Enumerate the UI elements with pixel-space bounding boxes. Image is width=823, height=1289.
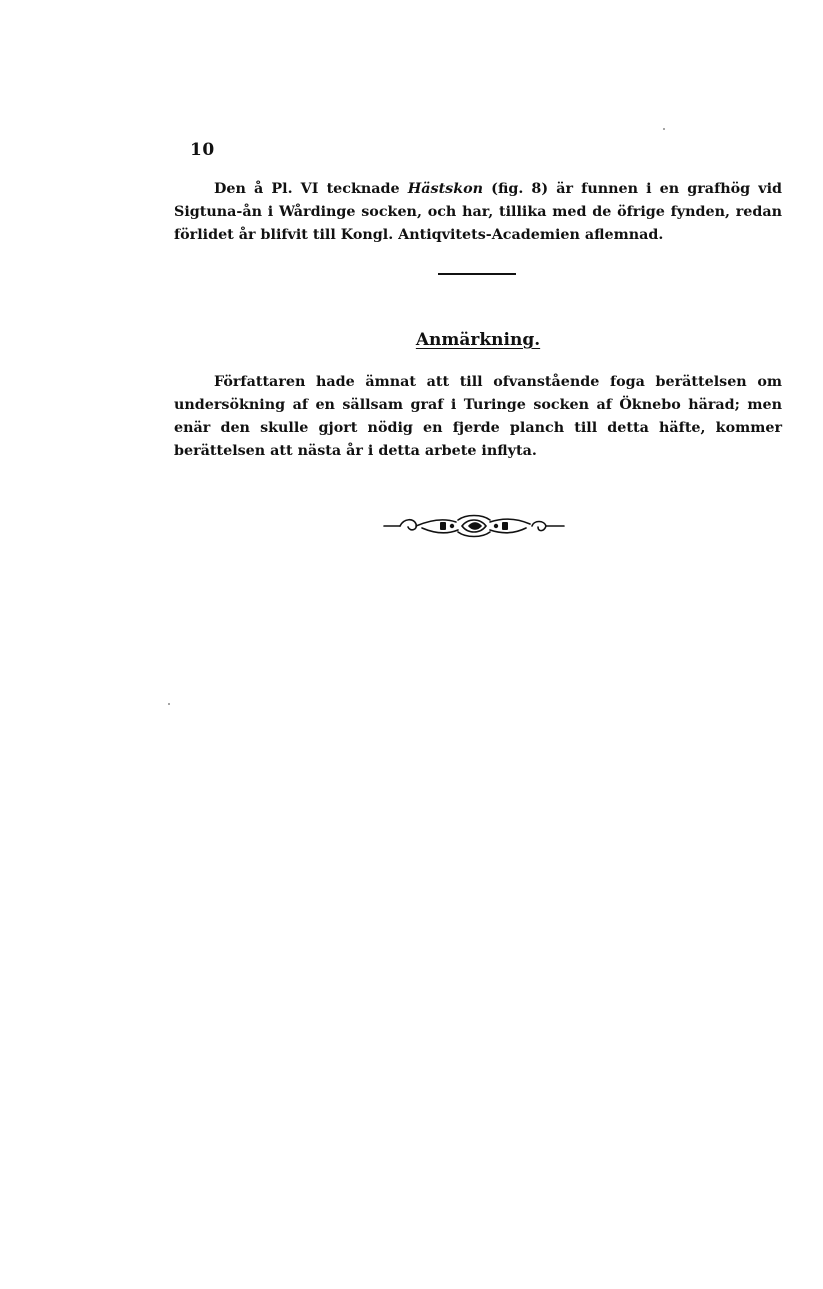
paragraph-horseshoe bbox=[174, 178, 782, 247]
paragraph-horseshoe-text-start: Den å Pl. VI tecknade bbox=[214, 181, 408, 197]
paragraph-note bbox=[174, 371, 782, 463]
page-number: 10 bbox=[190, 140, 215, 160]
horseshoe-term: Hästskon bbox=[407, 181, 484, 197]
section-divider-rule bbox=[438, 273, 516, 275]
paragraph-note-text: Författaren hade ämnat att till ofvanstående foga berättelsen om undersökning af en sällsam graf i Turinge socken af Öknebo härad; men enär den skulle gjort nödig en fjerde planch till detta häfte, kommer berättelsen att nästa år i detta arbete inflyta. bbox=[174, 374, 782, 459]
paper-speck bbox=[168, 703, 170, 705]
scroll-ornament-icon bbox=[382, 512, 566, 540]
paragraph-horseshoe-text-end: (fig. 8) är funnen i en grafhög vid Sigtuna-ån i Wårdinge socken, och har, tillika med de öfrige fynden, redan förlidet år blifvit till Kongl. Antiqvitets-Academien aflemnad. bbox=[174, 181, 782, 243]
paper-speck bbox=[663, 128, 665, 130]
section-heading: Anmärkning. bbox=[415, 330, 541, 350]
